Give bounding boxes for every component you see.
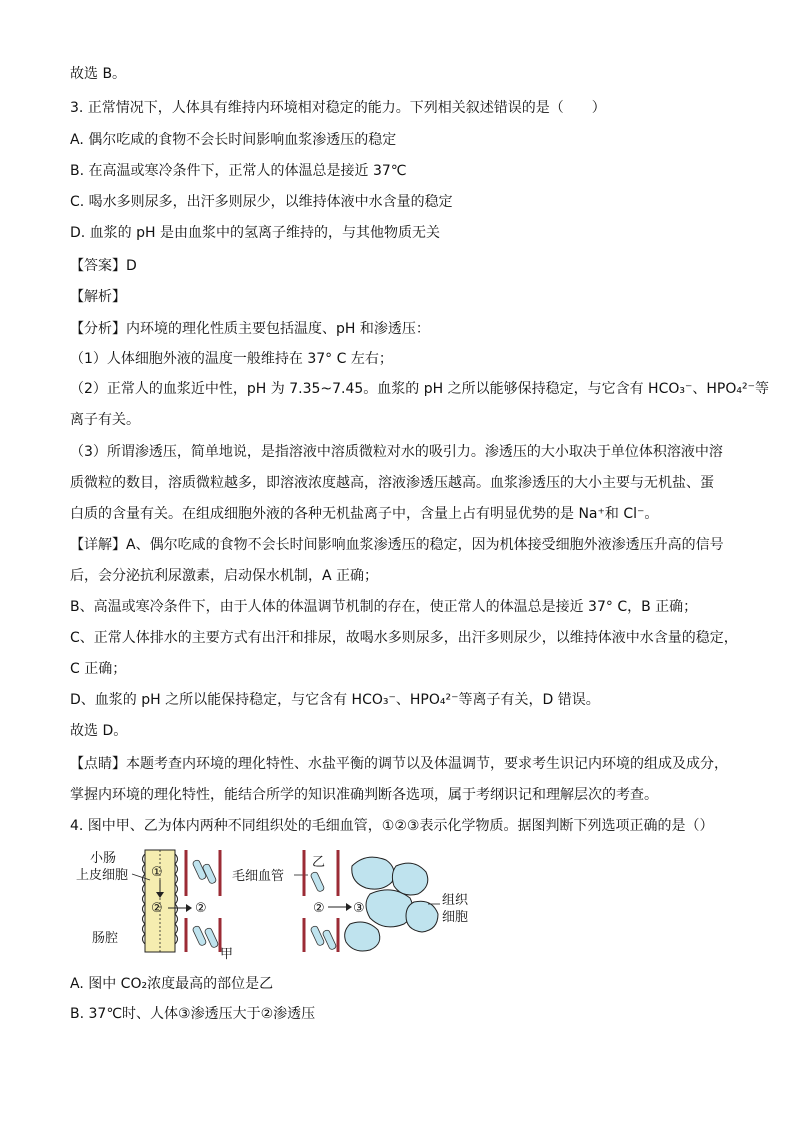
marker-2: ② — [151, 901, 163, 916]
question-3-stem: 3. 正常情况下，人体具有维持内环境相对稳定的能力。下列相关叙述错误的是（ ） — [70, 100, 606, 116]
option-d: D. 血浆的 pH 是由血浆中的氢离子维持的，与其他物质无关 — [70, 225, 440, 241]
analysis-point-2: （2）正常人的血浆近中性，pH 为 7.35~7.45。血浆的 pH 之所以能够保持稳定，与它含有 HCO₃⁻、HPO₄²⁻等 — [70, 381, 769, 397]
detail-a-cont: 后，会分泌抗利尿激素，启动保水机制，A 正确； — [70, 568, 379, 584]
q4-option-b: B. 37℃时、人体③渗透压大于②渗透压 — [70, 1006, 316, 1022]
detail-c: C、正常人体排水的主要方式有出汗和排尿，故喝水多则尿多，出汗多则尿少，以维持体液中水含量的稳定， — [70, 630, 738, 646]
analysis-intro: 【分析】内环境的理化性质主要包括温度、pH 和渗透压： — [70, 321, 430, 337]
analysis-point-2-cont: 离子有关。 — [70, 412, 140, 428]
q4-option-a: A. 图中 CO₂浓度最高的部位是乙 — [70, 976, 274, 992]
detail-a: 【详解】A、偶尔吃咸的食物不会长时间影响血浆渗透压的稳定，因为机体接受细胞外液渗透压升高的信号 — [70, 537, 724, 553]
option-a: A. 偶尔吃咸的食物不会长时间影响血浆渗透压的稳定 — [70, 132, 397, 148]
marker-3: ③ — [353, 901, 365, 916]
conclusion: 故选 D。 — [70, 723, 128, 739]
label-cell: 细胞 — [442, 910, 469, 925]
analysis-label: 【解析】 — [70, 289, 126, 305]
detail-c-cont: C 正确； — [70, 661, 127, 677]
label-small-intestine: 小肠 — [90, 851, 117, 866]
question-4-stem: 4. 图中甲、乙为体内两种不同组织处的毛细血管，①②③表示化学物质。据图判断下列选项正确的是（） — [70, 818, 714, 834]
label-epithelial-cell: 上皮细胞 — [76, 868, 129, 883]
option-c: C. 喝水多则尿多，出汗多则尿少，以维持体液中水含量的稳定 — [70, 194, 453, 210]
label-jia: 甲 — [220, 947, 234, 962]
analysis-point-3-cont: 质微粒的数目，溶质微粒越多，即溶液浓度越高，溶液渗透压越高。血浆渗透压的大小主要与无机盐、蛋 — [70, 475, 714, 491]
key-point-cont: 掌握内环境的理化特性，能结合所学的知识准确判断各选项，属于考纲识记和理解层次的考查。 — [70, 787, 658, 803]
label-tissue: 组织 — [442, 893, 469, 908]
analysis-point-1: （1）人体细胞外液的温度一般维持在 37° C 左右； — [70, 351, 393, 367]
arrow-right-icon — [346, 903, 352, 911]
marker-2-jia: ② — [195, 901, 207, 916]
detail-d: D、血浆的 pH 之所以能保持稳定，与它含有 HCO₃⁻、HPO₄²⁻等离子有关，D 错误。 — [70, 692, 600, 708]
analysis-point-3-cont: 白质的含量有关。在组成细胞外液的各种无机盐离子中，含量上占有明显优势的是 Na⁺和 Cl⁻。 — [70, 506, 659, 522]
marker-1: ① — [151, 865, 163, 880]
text-line: 故选 B。 — [70, 66, 127, 82]
label-intestine-cavity: 肠腔 — [92, 931, 119, 946]
label-yi: 乙 — [312, 855, 326, 870]
answer-label: 【答案】D — [70, 258, 137, 274]
capillary-diagram — [70, 846, 490, 966]
key-point: 【点睛】本题考查内环境的理化特性、水盐平衡的调节以及体温调节，要求考生识记内环境的组成及成分， — [70, 756, 728, 772]
label-capillary: 毛细血管 — [232, 869, 285, 884]
analysis-point-3: （3）所谓渗透压，简单地说，是指溶液中溶质微粒对水的吸引力。渗透压的大小取决于单位体积溶液中溶 — [70, 444, 723, 460]
marker-2-yi: ② — [313, 901, 325, 916]
detail-b: B、高温或寒冷条件下，由于人体的体温调节机制的存在，使正常人的体温总是接近 37° C，B 正确； — [70, 599, 698, 615]
option-b: B. 在高温或寒冷条件下，正常人的体温总是接近 37℃ — [70, 163, 407, 179]
arrow-right-icon — [186, 904, 192, 912]
